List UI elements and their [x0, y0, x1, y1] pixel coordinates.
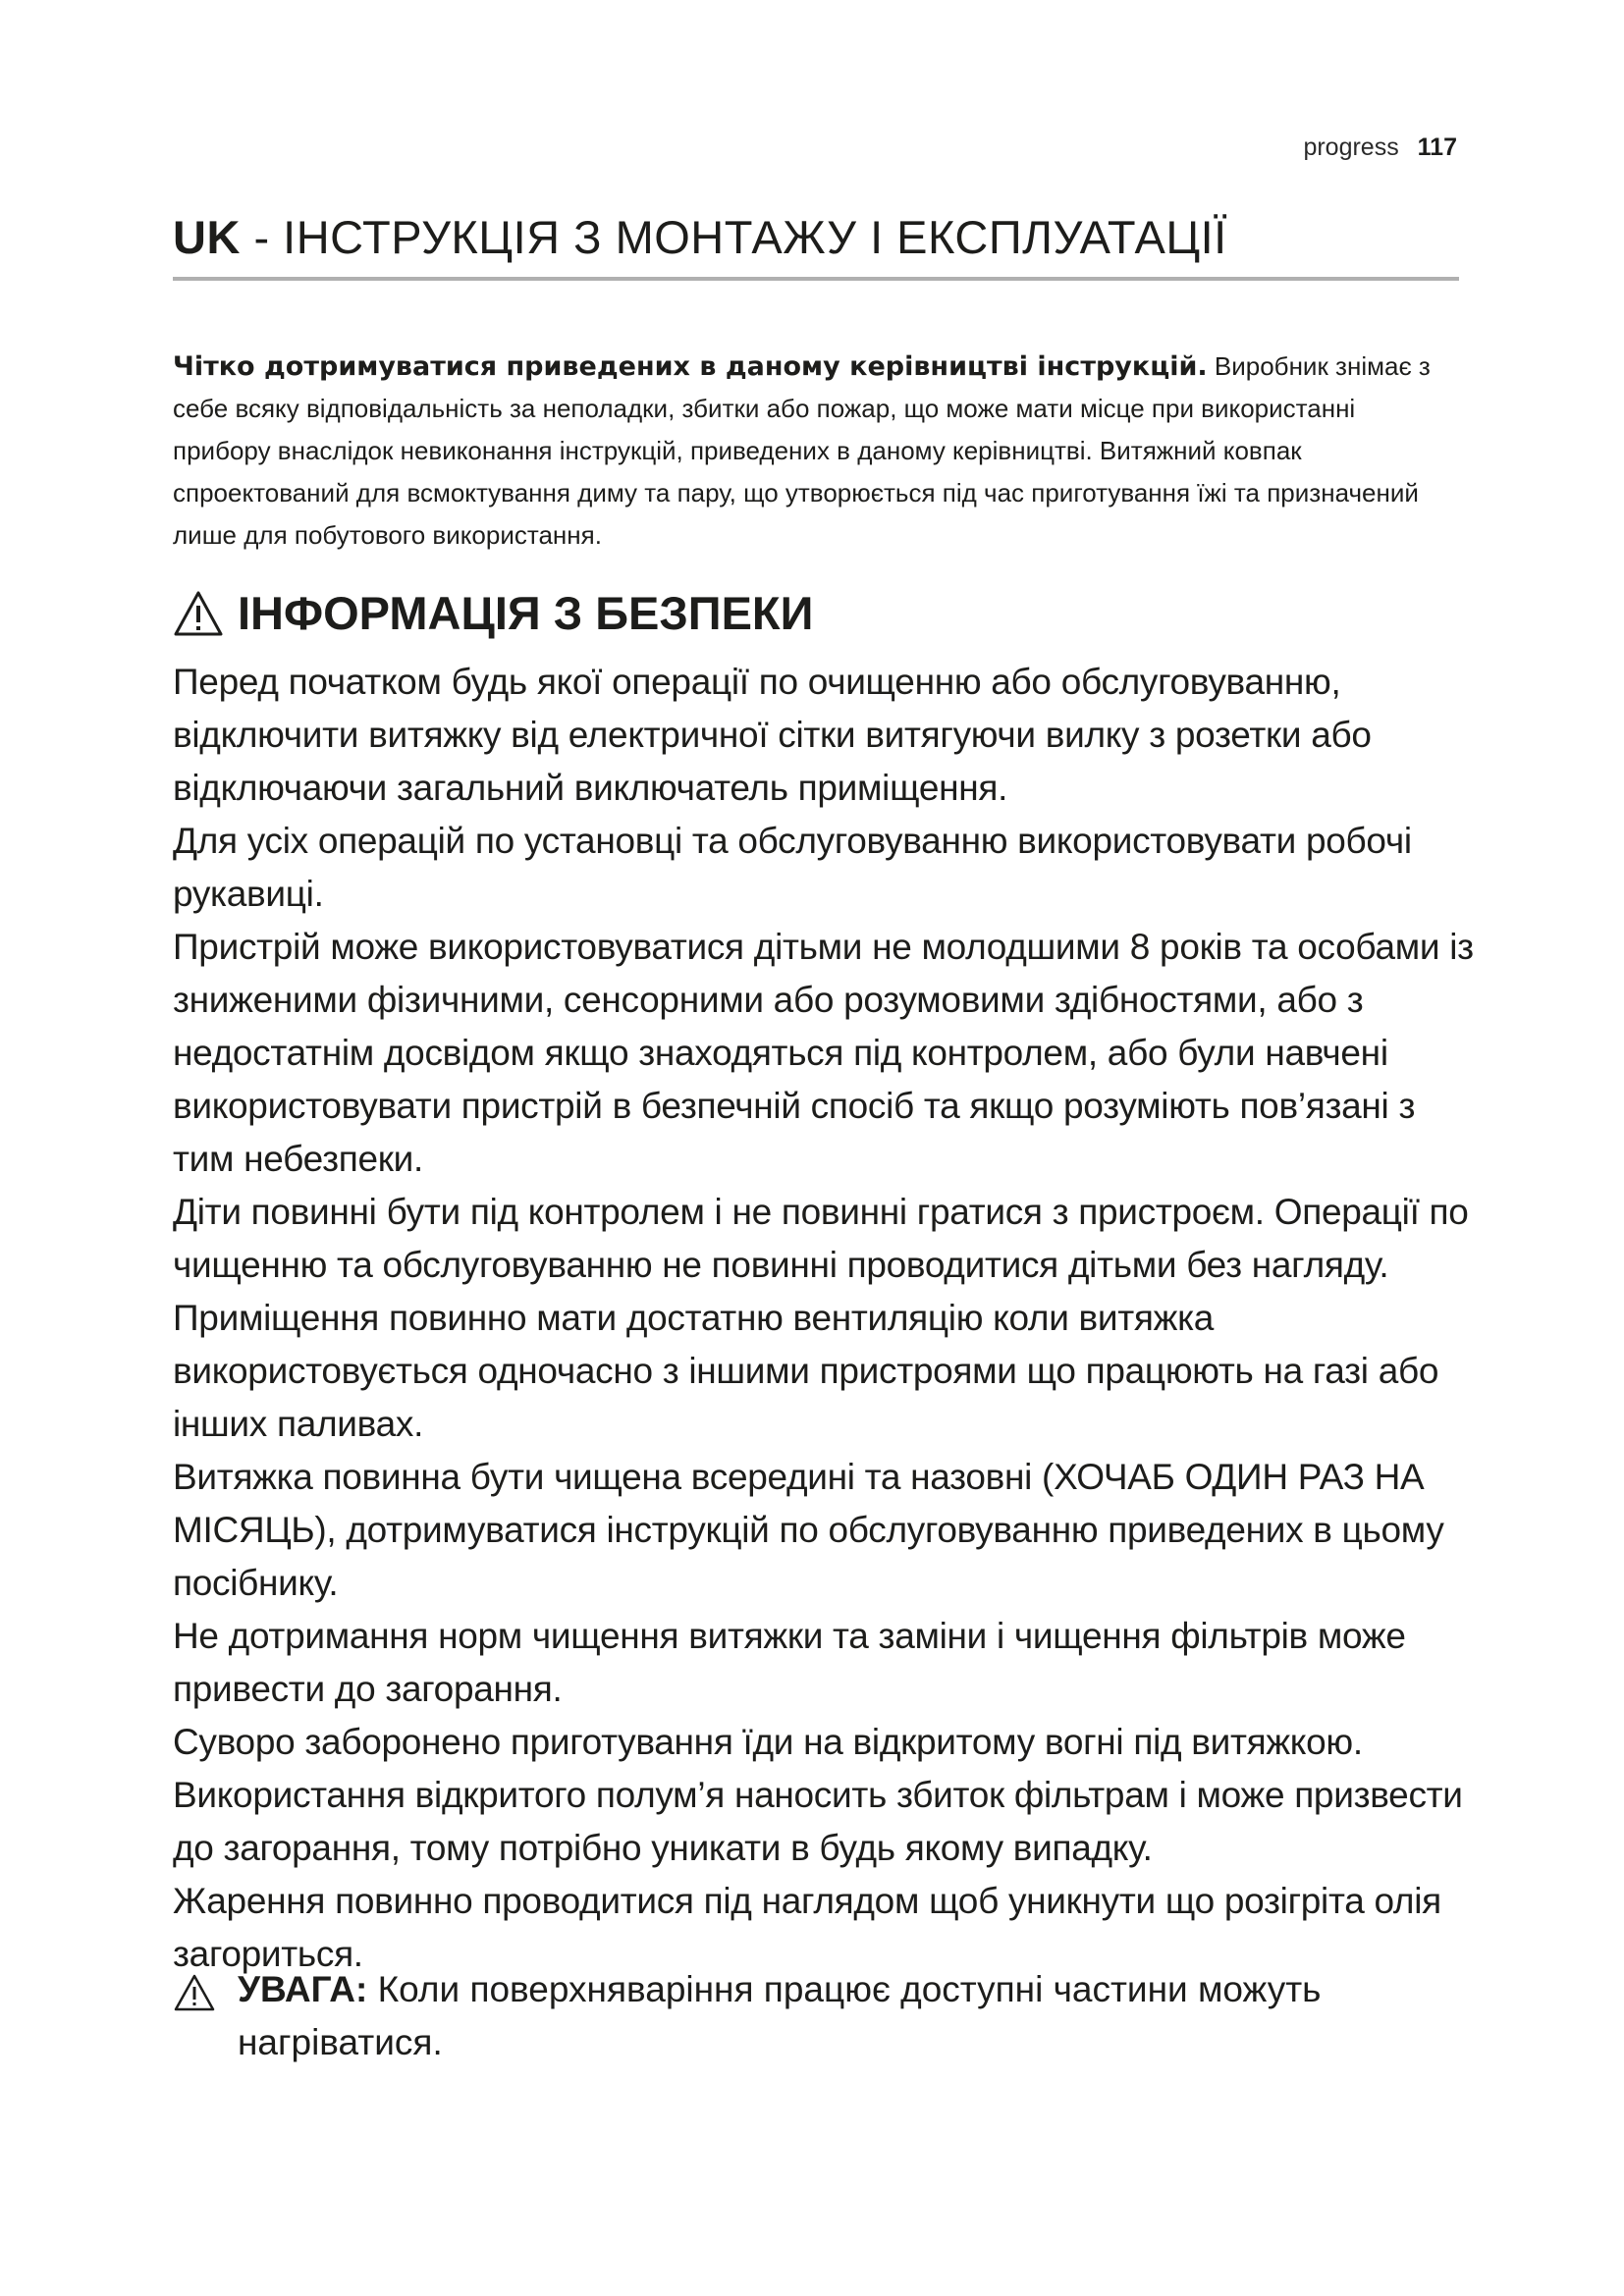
warning-label: УВАГА: — [238, 1969, 368, 2009]
intro-paragraph — [173, 346, 1459, 557]
safety-paragraph: Витяжка повинна бути чищена всередині та назовні (ХОЧАБ ОДИН РАЗ НА МІСЯЦЬ), дотримуватися інструкцій по обслуговуванню приведених в цьому посібнику. — [173, 1457, 1444, 1603]
warning-triangle-icon — [173, 590, 224, 637]
page-title — [173, 208, 1459, 281]
warning-triangle-icon — [173, 1973, 216, 2012]
safety-heading — [173, 584, 813, 643]
safety-paragraph: Не дотримання норм чищення витяжки та заміни і чищення фільтрів може привести до загорання. — [173, 1616, 1406, 1709]
warning-message: Коли поверхняваріння працює доступні частини можуть нагріватися. — [238, 1969, 1322, 2062]
intro-body: Виробник знімає з себе всяку відповідальність за неполадки, збитки або пожар, що може мати місце при використанні прибору внаслідок невиконання інструкцій, приведених в даному керівництві. Витяжний ковпак спроектований для всмоктування диму та пару, що утворюється під час приготування їжі та призначений лише для побутового використання. — [173, 351, 1431, 550]
page-number: 117 — [1417, 133, 1457, 161]
language-code: UK — [173, 211, 241, 263]
safety-paragraph: Суворо заборонено приготування їди на відкритому вогні під витяжкою. — [173, 1722, 1363, 1762]
safety-heading-text: ІНФОРМАЦІЯ З БЕЗПЕКИ — [238, 587, 814, 639]
safety-body — [173, 656, 1479, 1981]
safety-paragraph: Пристрій може використовуватися дітьми не молодшими 8 років та особами із зниженими фізичними, сенсорними або розумовими здібностями, або з недостатнім досвідом якщо знаходяться під контролем, або були навчені використовувати пристрій в безпечній спосіб та якщо розуміють пов’язані з тим небезпеки. — [173, 927, 1474, 1179]
warning-text — [238, 1963, 1449, 2069]
safety-paragraph: Жарення повинно проводитися під наглядом щоб уникнути що розігріта олія загориться. — [173, 1881, 1441, 1974]
safety-paragraph: Для усіх операцій по установці та обслуговуванню використовувати робочі рукавиці. — [173, 821, 1412, 914]
safety-paragraph: Приміщення повинно мати достатню вентиляцію коли витяжка використовується одночасно з іншими пристроями що працюють на газі або інших паливах. — [173, 1298, 1439, 1444]
safety-paragraph: Перед початком будь якої операції по очищенню або обслуговуванню, відключити витяжку від електричної сітки витягуючи вилку з розетки або відключаючи загальний виключатель приміщення. — [173, 662, 1372, 808]
running-header — [1303, 133, 1457, 162]
brand-name: progress — [1303, 133, 1399, 161]
safety-paragraph: Діти повинні бути під контролем і не повинні гратися з пристроєм. Операції по чищенню та обслуговуванню не повинні проводитися дітьми без нагляду. — [173, 1192, 1469, 1285]
intro-lead: Чітко дотримуватися приведених в даному керівництві інструкцій. — [173, 351, 1208, 382]
warning-note — [173, 1963, 1449, 2069]
title-text: - ІНСТРУКЦІЯ З МОНТАЖУ І ЕКСПЛУАТАЦІЇ — [240, 211, 1227, 263]
safety-paragraph: Використання відкритого полум’я наносить збиток фільтрам і може призвести до загорання, тому потрібно уникати в будь якому випадку. — [173, 1775, 1463, 1868]
